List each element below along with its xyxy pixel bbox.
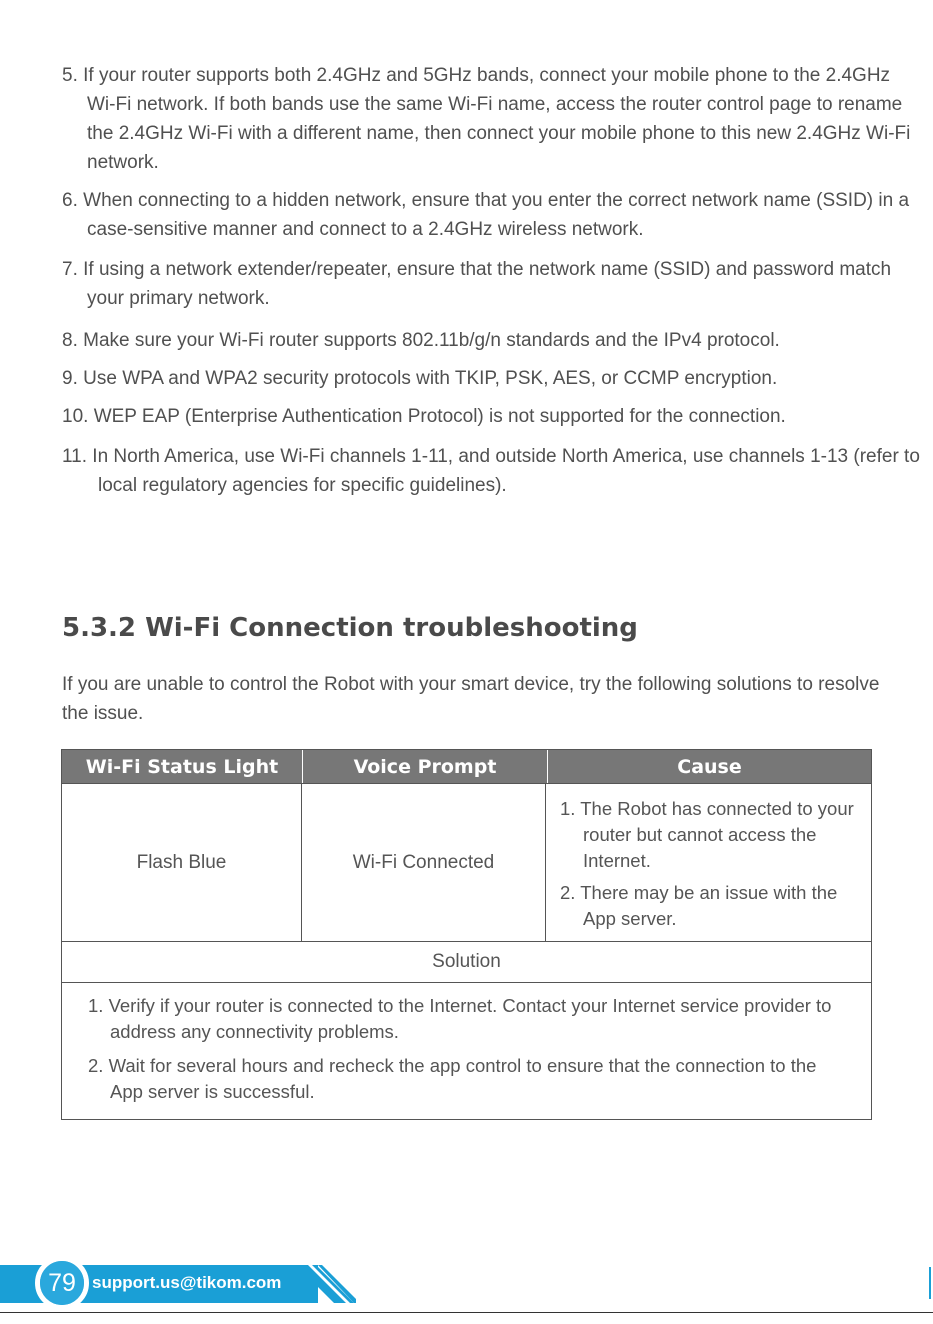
- list-item-10: [62, 402, 928, 431]
- header-status-light: Wi-Fi Status Light: [62, 750, 303, 783]
- list-item-11: [62, 442, 928, 500]
- solution-header: Solution: [62, 941, 871, 982]
- header-cause: Cause: [677, 755, 742, 778]
- list-text: WEP EAP (Enterprise Authentication Protocol) is not supported for the connection.: [93, 406, 786, 427]
- list-text: If your router supports both 2.4GHz and 5GHz bands, connect your mobile phone to the 2.4GHz Wi-Fi network. If both bands use the same Wi-Fi name, access the router control page to rename the 2.4GHz Wi-Fi with a different name, then connect your mobile phone to this new 2.4GHz Wi-Fi network.: [83, 65, 911, 173]
- troubleshooting-table: [61, 749, 872, 1120]
- list-number: 8.: [62, 330, 78, 351]
- status-light-cell: Flash Blue: [62, 784, 302, 941]
- list-text: Use WPA and WPA2 security protocols with TKIP, PSK, AES, or CCMP encryption.: [83, 368, 778, 389]
- list-text: In North America, use Wi-Fi channels 1-11, and outside North America, use channels 1-13 (refer to local regulatory agencies for specific guidelines).: [92, 446, 920, 496]
- header-voice-prompt: Voice Prompt: [303, 750, 548, 783]
- support-email-link[interactable]: support.us@tikom.com: [92, 1273, 282, 1292]
- list-number: 10.: [62, 406, 89, 427]
- list-number: 11.: [62, 446, 88, 467]
- page-edge-marker: [929, 1267, 931, 1299]
- solution-cell: [62, 982, 871, 1119]
- list-item-6: [62, 186, 917, 244]
- list-item-8: [62, 326, 917, 355]
- footer-stripes-decoration: [296, 1265, 356, 1303]
- solution-item: 1. Verify if your router is connected to the Internet. Contact your Internet service provider to address any connectivity problems.: [88, 995, 832, 1042]
- section-intro: If you are unable to control the Robot with your smart device, try the following solutions to resolve the issue.: [62, 674, 880, 724]
- list-number: 5.: [62, 65, 78, 86]
- page-number: 79: [40, 1261, 84, 1305]
- list-number: 6.: [62, 190, 78, 211]
- list-text: Make sure your Wi-Fi router supports 802.11b/g/n standards and the IPv4 protocol.: [83, 330, 780, 351]
- section-heading: 5.3.2 Wi-Fi Connection troubleshooting: [62, 613, 638, 643]
- cause-item: 1. The Robot has connected to your router but cannot access the Internet.: [560, 798, 854, 871]
- list-item-9: [62, 364, 917, 393]
- table-header-row: [62, 750, 871, 783]
- voice-prompt-cell: Wi-Fi Connected: [302, 784, 546, 941]
- list-number: 7.: [62, 259, 78, 280]
- page-number-badge: [35, 1256, 89, 1310]
- list-item-5: [62, 61, 917, 177]
- list-text: If using a network extender/repeater, ensure that the network name (SSID) and password match your primary network.: [83, 259, 892, 309]
- table-row: [62, 783, 871, 941]
- solution-item: 2. Wait for several hours and recheck the app control to ensure that the connection to the App server is successful.: [88, 1055, 817, 1102]
- bottom-divider: [0, 1312, 933, 1313]
- cause-cell: [546, 784, 871, 941]
- list-text: When connecting to a hidden network, ensure that you enter the correct network name (SSID) in a case-sensitive manner and connect to a 2.4GHz wireless network.: [83, 190, 910, 240]
- list-number: 9.: [62, 368, 78, 389]
- list-item-7: [62, 255, 917, 313]
- cause-item: 2. There may be an issue with the App server.: [560, 882, 838, 929]
